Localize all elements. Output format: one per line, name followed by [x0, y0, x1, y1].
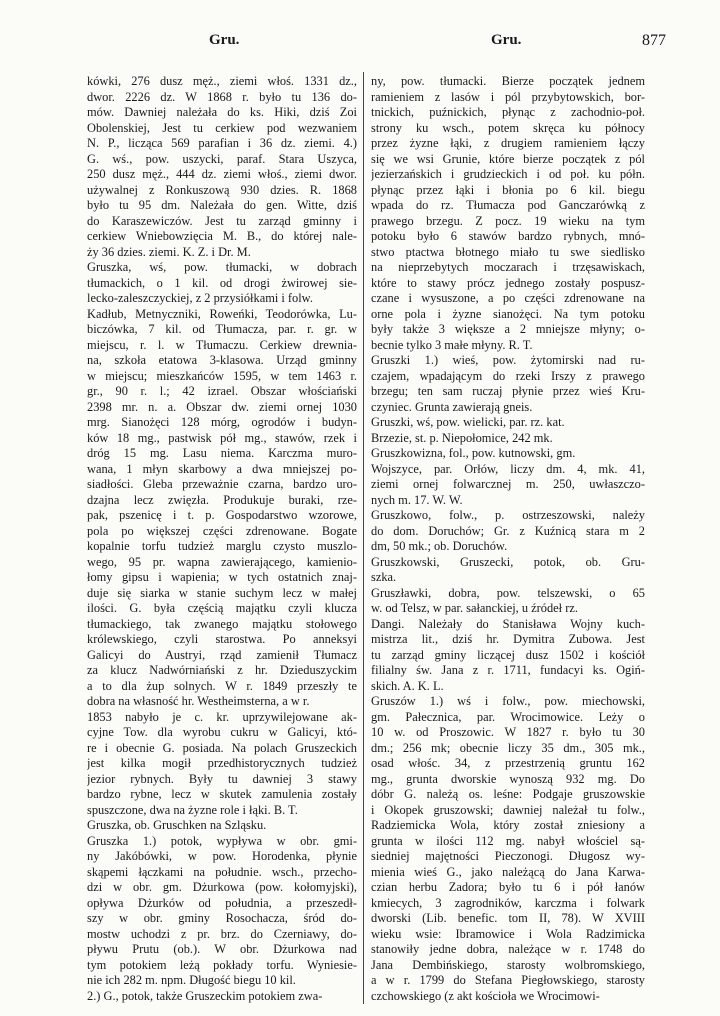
text-line: ny Jakóbówki, w pow. Horodenka, płynie [87, 849, 357, 863]
text-line: przez żyzne łąki, z drugiem ramieniem łączy [371, 136, 645, 150]
text-line: grunta w ilości 112 mg. nabył włościel są- [371, 833, 645, 848]
text-line: czyniec. Grunta zawierają gneis. [371, 399, 533, 414]
text-line: na nieprzebytych moczarach i trzęsawiskach, [371, 260, 645, 274]
text-line: wieku wsie: Ibramowice i Wola Radzimicka [371, 926, 645, 941]
column-divider [363, 72, 364, 1004]
text-line: płynąc przez łąki i błonia po 6 kil. biegu [371, 182, 645, 197]
text-line: szka. [371, 570, 397, 584]
text-line: cerkiew Wniebowzięcia M. B., do której nale- [87, 229, 357, 243]
text-line: dworski (Lib. benefic. tom II, 78). W XVIII [371, 911, 645, 925]
text-line: Wojszyce, par. Orłów, liczy dm. 4, mk. 41, [371, 461, 645, 476]
text-line: królewskiego, czyli starostwa. Po anneksyi [87, 632, 357, 646]
text-line: osad włośc. 34, z przestrzenią gruntu 162 [371, 756, 645, 770]
text-line: 1853 nabyło je c. kr. uprzywilejowane ak- [87, 709, 357, 724]
text-line: Obolenskiej, Jest tu cerkiew pod wezwaniem [87, 120, 357, 135]
text-line: Gruszławki, dobra, pow. telszewski, o 65 [371, 585, 645, 600]
text-line: pola po większej części zdrenowane. Bogate [87, 523, 357, 538]
text-line: używalnej z Ronkuszową 930 dzies. R. 1868 [87, 182, 357, 197]
text-line: kmiecych, 3 zagrodników, karczma i folwark [371, 895, 645, 910]
text-line: biczówka, 7 kil. od Tłumacza, par. r. gr. w [87, 322, 357, 336]
text-line: się we wsi Grunie, które bierze początek z pól [371, 151, 645, 166]
text-line: cyjne Tow. dla wyrobu cukru w Galicyi, któ- [87, 725, 357, 739]
text-line: i Okopek gruszowski; dawniej należał tu folw., [371, 802, 645, 817]
text-line: orne pola i żyzne sianożęci. Na tym potoku [371, 306, 645, 321]
text-line: Gruszki, wś, pow. wielicki, par. rz. kat. [371, 415, 565, 429]
text-line: stanowiły jedne dobra, należące w r. 1748 do [371, 942, 645, 956]
text-line: miejscu, r. l. w Tłumaczu. Cerkiew drewnia- [87, 337, 357, 352]
text-line: gm. Pałecznica, par. Wrocimowice. Leży o [371, 709, 645, 724]
text-line: siedniej majętności Pieczonogi. Długosz wy- [371, 849, 645, 863]
text-line: jezior rybnych. Były tu dawniej 3 stawy [87, 771, 357, 786]
text-line: mów. Dawniej należała do ks. Hiki, dziś Zoi [87, 105, 357, 119]
text-line: filialny św. Jana z r. 1711, fundacyi ks. Ogiń- [371, 663, 645, 677]
text-line: wego, 95 pr. wapna zawierającego, kamienio- [87, 554, 357, 569]
text-line: ziemi ornej folwarcznej m. 250, uwłaszczo- [371, 477, 645, 491]
text-line: a to dla żup solnych. W r. 1849 przeszły te [87, 678, 357, 693]
text-line: mistrza lit., dziś hr. Dymitra Zubowa. Jest [371, 632, 645, 646]
text-line: jest kilka mogił przedhistorycznych tudzież [87, 756, 357, 770]
text-line: na, szkoła etatowa 3-klasowa. Urząd gminny [87, 353, 357, 367]
text-line: jezierzańskich i grudzieckich i od poł. ku półn. [371, 167, 645, 181]
text-line: dobra na własność hr. Westheimsterna, a w r. [87, 694, 310, 708]
text-line: w miejscu; mieszkańców 1595, w tem 1463 r. [87, 368, 357, 383]
text-line: Galicyi do Austryi, rząd zamienił Tłumacz [87, 647, 357, 662]
text-line: skąpemi łączkami na południe. wsch., przecho- [87, 864, 357, 879]
text-line: za klucz Nadwórniański z hr. Dzieduszyckim [87, 663, 357, 677]
text-line: dm, 50 mk.; ob. Doruchów. [371, 539, 508, 553]
text-line: Gruszka, wś, pow. tłumacki, w dobrach [87, 260, 357, 274]
text-line: strony ku wsch., potem skręca ku północy [371, 120, 645, 135]
text-line: mostw uchodzi z pr. brz. do Czerniawy, do- [87, 926, 357, 941]
text-line: do dom. Doruchów; Gr. z Kuźnicą stara m 2 [371, 523, 645, 538]
text-line: były także 3 większe a 2 mniejsze młyny; o- [371, 322, 645, 336]
text-line: czane i wysuszone, a po części zdrenowane na [371, 291, 645, 305]
page-number: 877 [642, 32, 666, 49]
text-line: ny, pow. tłumacki. Bierze początek jednem [371, 74, 645, 88]
text-line: 10 w. od Proszowic. W 1827 r. było tu 30 [371, 725, 645, 739]
text-line: w. od Telsz, w par. sałanckiej, u źródeł rz. [371, 601, 578, 615]
text-line: N. P., licząca 569 parafian i 36 dz. ziemi. 4.) [87, 136, 357, 150]
text-line: tym potokiem leżą pokłady torfu. Wyniesie- [87, 957, 357, 972]
text-line: Gruszkowizna, fol., pow. kutnowski, gm. [371, 446, 576, 460]
text-line: pak, pszenicę i t. p. Gospodarstwo wzorowe, [87, 508, 357, 522]
text-line: bardzo rybne, lecz w skutek zamulenia zostały [87, 787, 357, 801]
text-line: potoku było 6 stawów bardzo rybnych, mnó- [371, 229, 645, 243]
text-line: kówki, 276 dusz męż., ziemi włoś. 1331 dz., [87, 74, 357, 88]
text-line: Gruszka, ob. Gruschken na Szląsku. [87, 818, 267, 832]
right-text-column [371, 74, 645, 1004]
text-line: Radziemicka Wola, który został zniesiony a [371, 818, 645, 832]
text-line: Gruszów 1.) wś i folw., pow. miechowski, [371, 694, 645, 708]
text-line: łomy gipsu i wapienia; w tych ostatnich znaj- [87, 570, 357, 584]
text-line: Gruszkowo, folw., p. ostrzeszowski, należy [371, 508, 645, 522]
text-line: ży 36 dzies. ziemi. K. Z. i Dr. M. [87, 244, 251, 259]
text-line: Gruszkowski, Gruszecki, potok, ob. Gru- [371, 554, 645, 569]
text-line: wpada do rz. Tłumacza pod Ganczarówką z [371, 198, 645, 212]
text-line: gr., 90 r. l.; 42 izrael. Obszar włościański [87, 384, 357, 398]
text-line: ramieniem z lasów i pól przybytowskich, bor- [371, 89, 645, 104]
text-line: a w r. 1799 do Stefana Piegłowskiego, starosty [371, 973, 645, 987]
text-line: kopalnie torfu tudzież marglu czysto muszlo- [87, 539, 357, 553]
text-line: mg., grunta dworskie wynoszą 932 mg. Do [371, 771, 645, 786]
text-line: czian herbu Zadora; było tu 6 i pół łanów [371, 880, 645, 894]
text-line: wana, 1 młyn skarbowy a dwa mniejszej po- [87, 461, 357, 476]
text-line: które to stawy prócz jednego zostały pospusz- [371, 275, 645, 290]
text-line: Gruszka 1.) potok, wypływa w obr. gmi- [87, 833, 357, 848]
text-line: pływu Prutu (ob.). W obr. Dżurkowa nad [87, 942, 357, 956]
text-line: mienia wieś G., jako należącą do Jana Karwa- [371, 864, 645, 879]
text-line: ków 18 mg., pastwisk pół mg., stawów, rzek i [87, 430, 357, 445]
text-line: 250 dusz męż., 444 dz. ziemi włoś., ziemi dwor. [87, 167, 357, 181]
text-line: było tu 95 dm. Należała do gen. Witte, dziś [87, 198, 357, 212]
text-line: lecko-zaleszczyckiej, z 2 przysiółkami i folw. [87, 291, 313, 305]
text-line: mrg. Sianożęci 128 mórg, ogrodów i budyn- [87, 415, 357, 429]
text-line: tłumackiego, tak zwanego majątku stołowego [87, 616, 357, 631]
text-line: tnickich, puźnickich, płynąc z zachodnio-poł. [371, 105, 645, 119]
text-line: dzajna lecz zwięzła. Produkuje buraki, rze- [87, 492, 357, 507]
text-line: stwo ptactwa błotnego miało tu swe siedlisko [371, 244, 645, 259]
text-line: becnie tylko 3 małe młyny. R. T. [371, 337, 533, 352]
text-line: dm.; 256 mk; obecnie liczy 35 dm., 305 mk., [371, 740, 645, 755]
left-text-column [87, 74, 357, 1004]
text-line: dzi w obr. gm. Dżurkowa (pow. kołomyjski), [87, 880, 357, 894]
text-line: Brzezie, st. p. Niepołomice, 242 mk. [371, 430, 553, 445]
text-line: Dangi. Należały do Stanisława Wojny kuch- [371, 616, 645, 631]
text-line: do Karaszewiczów. Jest tu zarząd gminny i [87, 213, 357, 228]
text-line: czajem, wpadającym do rzeki Irszy z prawego [371, 368, 645, 383]
text-line: ilości. G. była częścią majątku czyli klucza [87, 601, 357, 615]
text-line: opływa Dżurków od południa, a przeszedł- [87, 895, 357, 910]
text-line: Kadłub, Metnyczniki, Roweńki, Teodorówka, Lu- [87, 306, 357, 321]
text-line: Jana Dembińskiego, starosty wolbromskiego, [371, 957, 645, 972]
header-right-keyword: Gru. [491, 32, 522, 48]
text-line: duje się siarka w stanie suchym lecz w małej [87, 585, 357, 600]
text-line: Gruszki 1.) wieś, pow. żytomirski nad ru- [371, 353, 645, 367]
text-line: czchowskiego (z akt kościoła we Wrocimowi- [371, 988, 600, 1003]
text-line: dóbr G. należą os. leśne: Podgaje gruszowskie [371, 787, 645, 801]
text-line: prawego brzegu. Z pocz. 19 wieku na tym [371, 213, 645, 228]
text-line: tłumackich, o 1 kil. od drogi żwirowej sie- [87, 275, 357, 290]
text-line: G. wś., pow. uszycki, paraf. Stara Uszyca, [87, 151, 357, 166]
text-line: szy w obr. gminy Rosochacza, śród do- [87, 911, 357, 925]
text-line: spuszczone, dwa na żyzne role i łąki. B. T. [87, 802, 298, 817]
text-line: 2.) G., potok, także Gruszeckim potokiem zwa- [87, 988, 323, 1003]
text-line: dwor. 2226 dz. W 1868 r. było tu 136 do- [87, 89, 357, 104]
header-left-keyword: Gru. [209, 32, 240, 48]
text-line: tu zarząd gminy liczącej dusz 1502 i kościół [371, 647, 645, 662]
text-line: nych m. 17. W. W. [371, 492, 463, 507]
text-line: nie ich 282 m. npm. Długość biegu 10 kil. [87, 973, 296, 987]
text-line: skich. A. K. L. [371, 678, 444, 693]
text-line: dróg 15 mg. Lasu niema. Karczma muro- [87, 446, 357, 460]
text-line: 2398 mr. n. a. Obszar dw. ziemi ornej 1030 [87, 399, 357, 414]
text-line: re i obecnie G. posiada. Na polach Gruszeckich [87, 740, 357, 755]
running-header [86, 32, 678, 54]
text-line: siadłości. Gleba przeważnie czarna, bardzo uro- [87, 477, 357, 491]
text-line: brzegu; ten sam ruczaj płynie przez wieś Kru- [371, 384, 645, 398]
